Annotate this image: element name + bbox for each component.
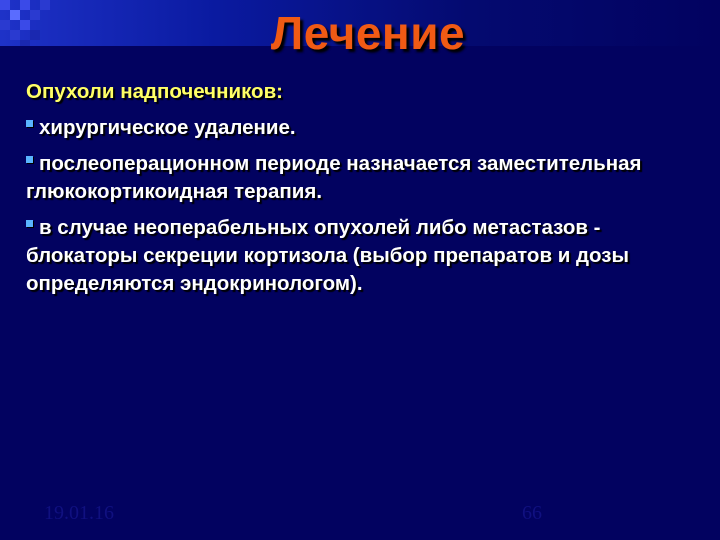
slide-content (26, 78, 706, 306)
bullet-item (26, 150, 706, 206)
bullet-text: в случае неоперабельных опухолей либо метастазов - блокаторы секреции кортизола (выбор препаратов и дозы определяются эндокринологом). (26, 216, 630, 295)
page-number: 66 (522, 502, 542, 524)
bullet-text: хирургическое удаление. (39, 116, 296, 139)
slide-title: Лечение (270, 7, 466, 59)
bullet-item (26, 114, 706, 142)
section-heading: Опухоли надпочечников: (26, 80, 284, 103)
bullet-item (26, 214, 706, 298)
bullet-text: послеоперационном периоде назначается заместительная глюкокортикоидная терапия. (26, 152, 642, 203)
bullet-square-icon (26, 156, 33, 163)
bullet-square-icon (26, 220, 33, 227)
bullet-square-icon (26, 120, 33, 127)
footer-date: 19.01.16 (44, 502, 114, 524)
